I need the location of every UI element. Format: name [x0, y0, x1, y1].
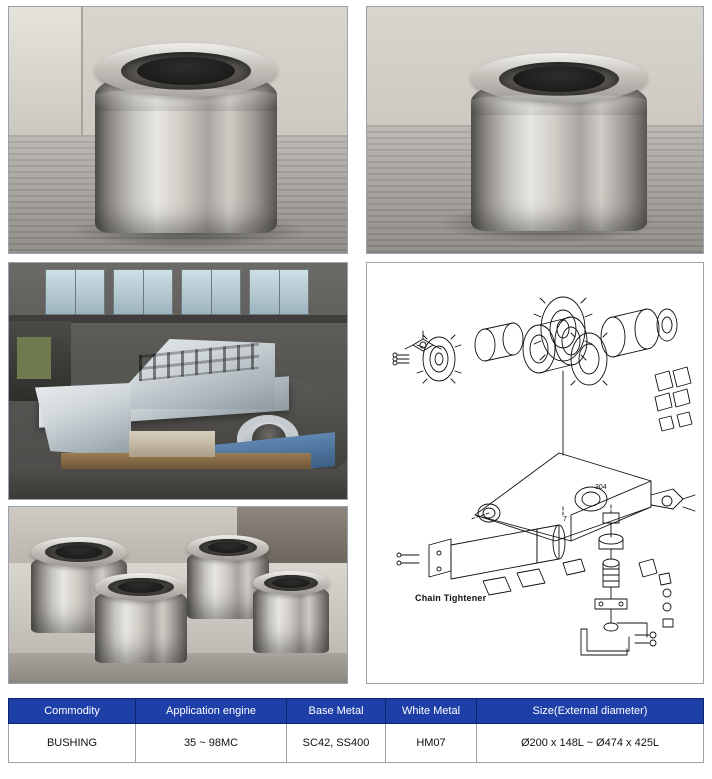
- photo-bushing-set: [8, 506, 348, 684]
- cell-application-engine: 35 ~ 98MC: [136, 724, 287, 763]
- drawing-chain-tightener: [366, 262, 704, 684]
- table-header-row: [9, 699, 704, 724]
- column-header-size: Size(External diameter): [477, 699, 704, 724]
- bushing-object: [95, 573, 187, 663]
- column-header-commodity: Commodity: [9, 699, 136, 724]
- cell-white-metal: HM07: [386, 724, 477, 763]
- chain-tightener-linework: [367, 263, 703, 683]
- column-header-base-metal: Base Metal: [287, 699, 386, 724]
- bushing-object: [253, 571, 329, 653]
- cell-size: Ø200 x 148L ~ Ø474 x 425L: [477, 724, 704, 763]
- photo-bushing-large-front: [8, 6, 348, 254]
- photo-bushing-large-angle: [366, 6, 704, 254]
- column-header-application-engine: Application engine: [136, 699, 287, 724]
- specification-table: [8, 698, 704, 763]
- drawing-label-304: 304: [595, 484, 607, 491]
- cell-base-metal: SC42, SS400: [287, 724, 386, 763]
- cell-commodity: BUSHING: [9, 724, 136, 763]
- bushing-object: [471, 53, 647, 231]
- table-row: [9, 724, 704, 763]
- drawing-caption: Chain Tightener: [415, 593, 487, 603]
- photo-fabricated-arm: [8, 262, 348, 500]
- column-header-white-metal: White Metal: [386, 699, 477, 724]
- bushing-object: [95, 43, 277, 233]
- drawing-label-7: 7: [563, 516, 567, 523]
